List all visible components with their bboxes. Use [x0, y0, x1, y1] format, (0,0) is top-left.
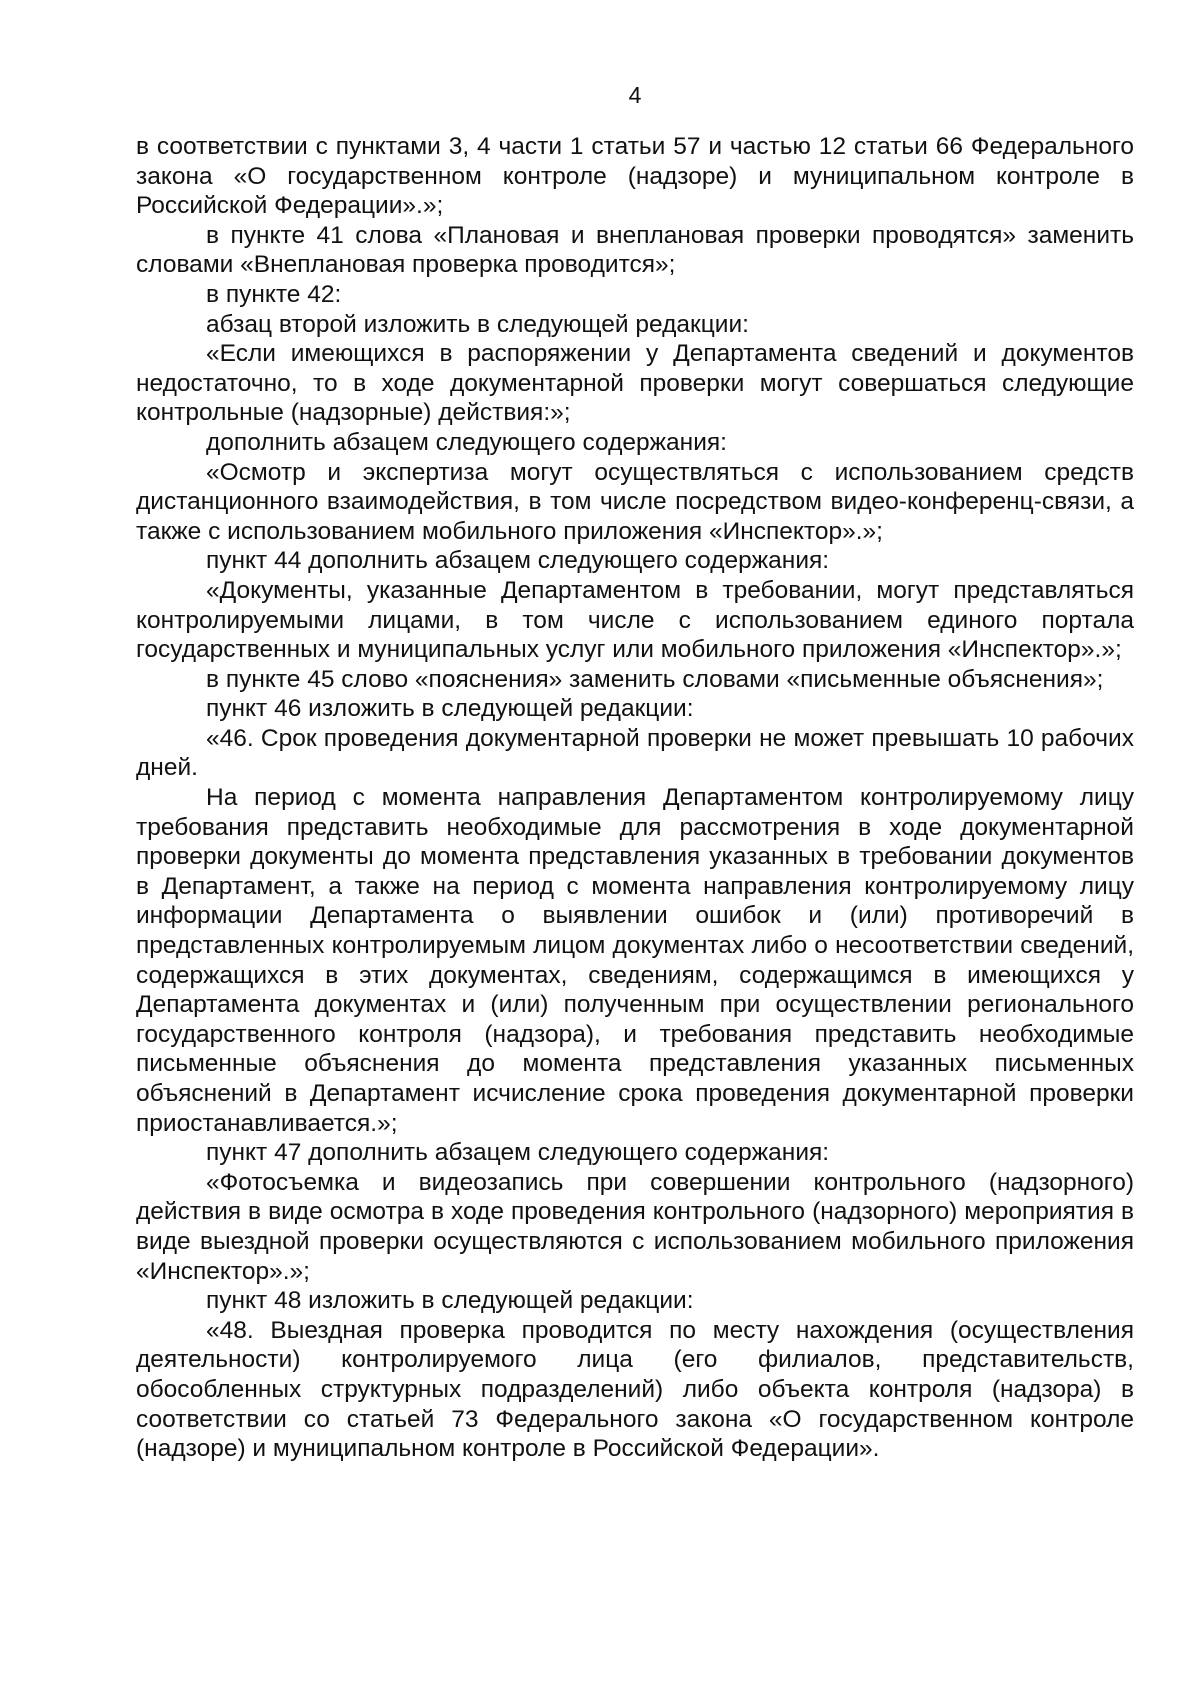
- paragraph-item-46: пункт 46 изложить в следующей редакции:: [206, 695, 694, 723]
- paragraph-item-42-abzac: абзац второй изложить в следующей редакции:: [206, 310, 749, 338]
- paragraph-add-abzac: дополнить абзацем следующего содержания:: [206, 428, 727, 456]
- paragraph-quote-documents: «Документы, указанные Департаментом в требовании, могут представляться контролируемыми лицами, в том числе с использованием единого портала государственных и муниципальных услуг или мобильного приложения «Инспектор».»;: [136, 576, 1134, 664]
- paragraph-quote-insufficient-documents: «Если имеющихся в распоряжении у Департамента сведений и документов недостаточно, то в ходе документарной проверки могут совершаться следующие контрольные (надзорные) действия:»;: [136, 340, 1134, 427]
- paragraph-item-47: пункт 47 дополнить абзацем следующего содержания:: [206, 1139, 830, 1167]
- paragraph-quote-inspection-remote: «Осмотр и экспертиза могут осуществляться с использованием средств дистанционного взаимодействия, в том числе посредством видео-конференц-связи, а также с использованием мобильного приложения «Инспектор».»;: [136, 458, 1134, 545]
- paragraph-item-42: в пункте 42:: [206, 280, 342, 308]
- paragraph-item-48: пункт 48 изложить в следующей редакции:: [206, 1287, 694, 1315]
- paragraph-quote-46-suspension: На период с момента направления Департаментом контролируемому лицу требования представить необходимые для рассмотрения в ходе документарной проверки документы до момента представления указанных в требовании документов в Департамент, а также на период с момента направления контролируемому лицу информации Департамента о выявлении ошибок и (или) противоречий в представленных контролируемым лицом документах либо о несоответствии сведений, содержащихся в этих документах, сведениям, содержащимся в имеющихся у Департамента документах и (или) полученным при осуществлении регионального государственного контроля (надзора), и требования представить необходимые письменные объяснения до момента представления указанных письменных объяснений в Департамент исчисление срока проведения документарной проверки приостанавливается.»;: [136, 784, 1134, 1137]
- paragraph-item-44: пункт 44 дополнить абзацем следующего содержания:: [206, 547, 830, 575]
- page-number: 4: [628, 82, 642, 108]
- paragraph-continuation: в соответствии с пунктами 3, 4 части 1 статьи 57 и частью 12 статьи 66 Федерального закона «О государственном контроле (надзоре) и муниципальном контроле в Российской Федерации».»;: [136, 133, 1134, 220]
- document-body: [136, 132, 1134, 1464]
- paragraph-quote-46-term: «46. Срок проведения документарной проверки не может превышать 10 рабочих дней.: [136, 724, 1134, 782]
- paragraph-item-41: в пункте 41 слова «Плановая и внеплановая проверки проводятся» заменить словами «Внеплановая проверка проводится»;: [136, 221, 1134, 279]
- paragraph-quote-photo-video: «Фотосъемка и видеозапись при совершении контрольного (надзорного) действия в виде осмотра в ходе проведения контрольного (надзорного) мероприятия в виде выездной проверки осуществляются с использованием мобильного приложения «Инспектор».»;: [136, 1168, 1134, 1285]
- paragraph-quote-48-onsite: «48. Выездная проверка проводится по месту нахождения (осуществления деятельности) контролируемого лица (его филиалов, представительств, обособленных структурных подразделений) либо объекта контроля (надзора) в соответствии со статьей 73 Федерального закона «О государственном контроле (надзоре) и муниципальном контроле в Российской Федерации».: [136, 1316, 1134, 1463]
- paragraph-item-45: в пункте 45 слово «пояснения» заменить словами «письменные объяснения»;: [206, 665, 1104, 693]
